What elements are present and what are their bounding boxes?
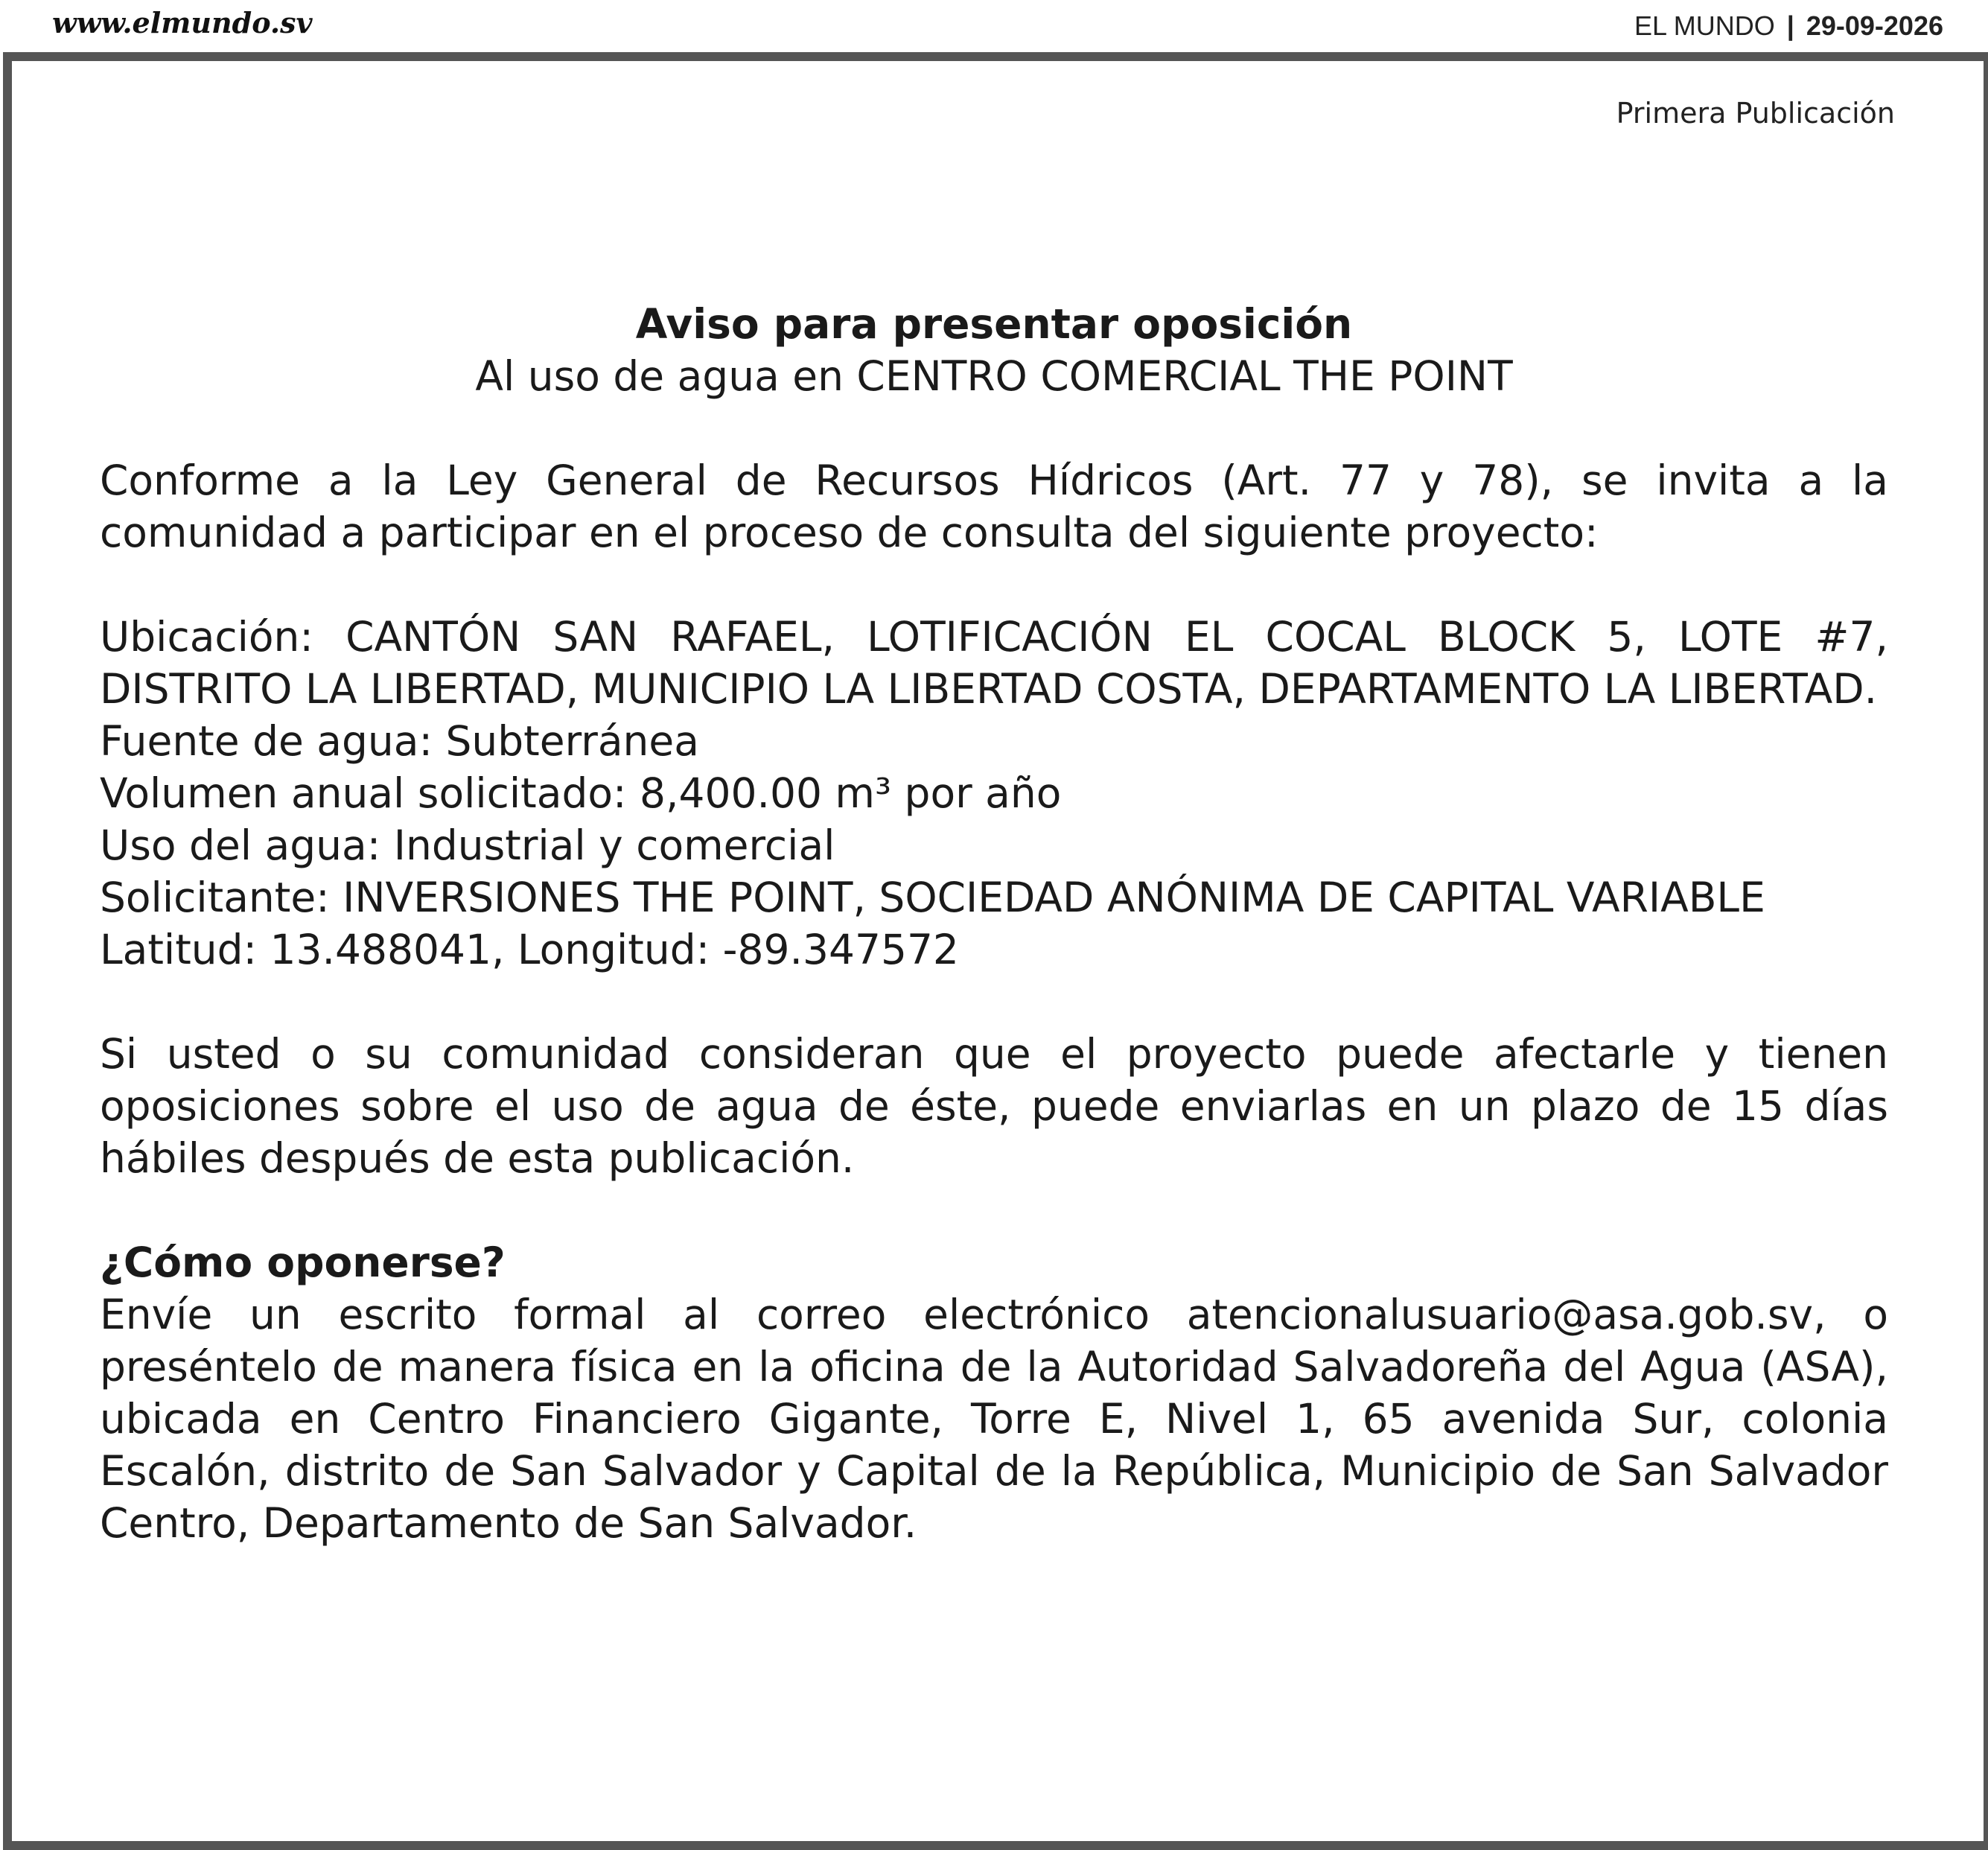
edition-label: Primera Publicación <box>1616 97 1895 130</box>
location-field: Ubicación: CANTÓN SAN RAFAEL, LOTIFICACIÓN EL COCAL BLOCK 5, LOTE #7, DISTRITO LA LIBERTAD, MUNICIPIO LA LIBERTAD COSTA, DEPARTAMENTO LA LIBERTAD. <box>100 613 1888 713</box>
how-to-oppose-heading: ¿Cómo oponerse? <box>100 1239 506 1286</box>
newspaper-name: EL MUNDO <box>1634 10 1775 41</box>
coordinates-field: Latitud: 13.488041, Longitud: -89.347572 <box>100 926 959 973</box>
intro-paragraph: Conforme a la Ley General de Recursos Hídricos (Art. 77 y 78), se invita a la comunidad a participar en el proceso de consulta del siguiente proyecto: <box>100 457 1888 556</box>
notice-content <box>100 298 1888 1549</box>
notice-subtitle: Al uso de agua en CENTRO COMERCIAL THE POINT <box>475 352 1513 400</box>
site-url: www.elmundo.sv <box>52 6 313 39</box>
how-to-oppose-paragraph: Envíe un escrito formal al correo electrónico atencionalusuario@asa.gob.sv, o preséntelo de manera física en la oficina de la Autoridad Salvadoreña del Agua (ASA), ubicada en Centro Financiero Gigante, Torre E, Nivel 1, 65 avenida Sur, colonia Escalón, distrito de San Salvador y Capital de la República, Municipio de San Salvador Centro, Departamento de San Salvador. <box>100 1291 1888 1547</box>
publication-date: 29-09-2026 <box>1806 10 1943 41</box>
annual-volume-field: Volumen anual solicitado: 8,400.00 m³ por año <box>100 769 1062 817</box>
opposition-paragraph: Si usted o su comunidad consideran que el proyecto puede afectarle y tienen oposiciones sobre el uso de agua de éste, puede enviarlas en un plazo de 15 días hábiles después de esta publicación. <box>100 1030 1888 1182</box>
masthead-dateline <box>1634 10 1943 42</box>
water-source-field: Fuente de agua: Subterránea <box>100 717 699 765</box>
water-use-field: Uso del agua: Industrial y comercial <box>100 821 835 869</box>
applicant-field: Solicitante: INVERSIONES THE POINT, SOCIEDAD ANÓNIMA DE CAPITAL VARIABLE <box>100 874 1765 921</box>
masthead-separator: | <box>1786 10 1794 41</box>
notice-title: Aviso para presentar oposición <box>635 300 1353 348</box>
